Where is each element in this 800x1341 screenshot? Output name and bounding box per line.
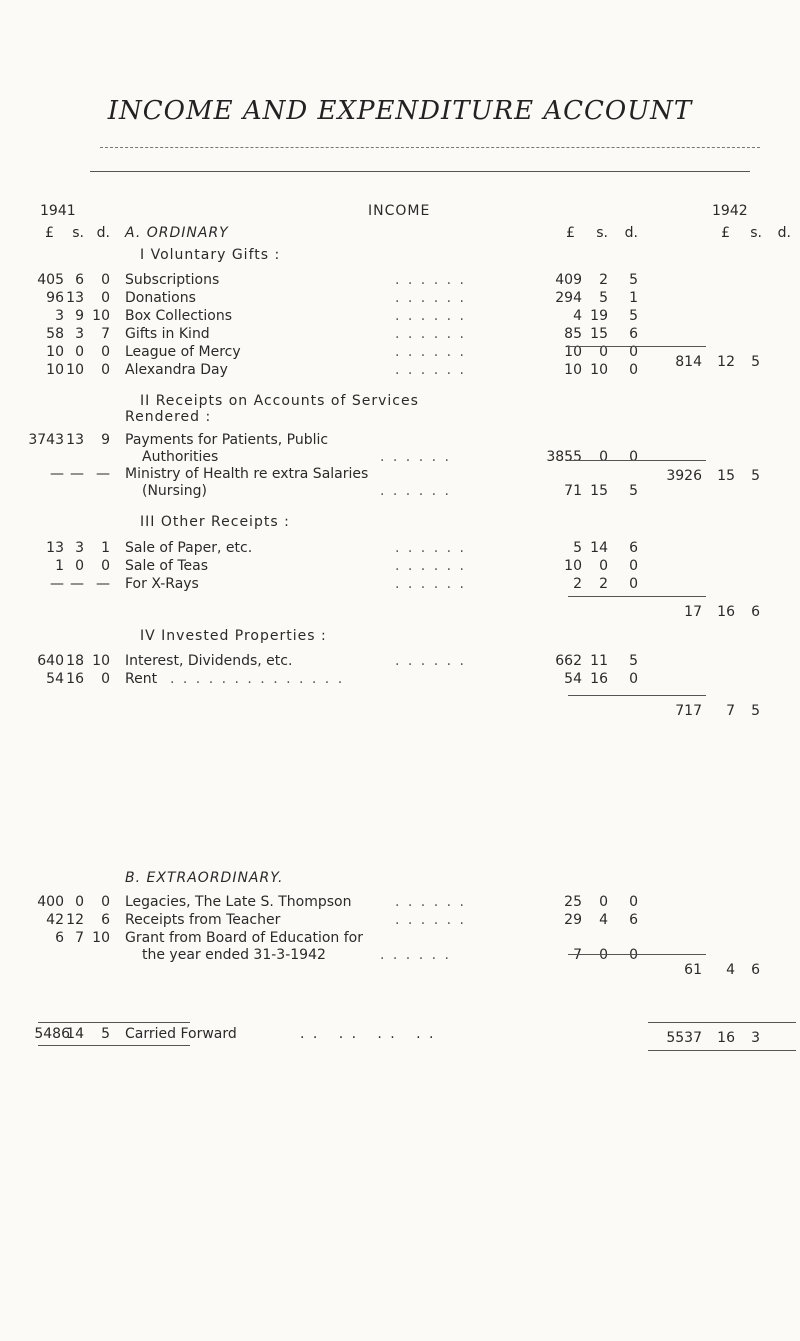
prev-pence: 9 <box>101 432 110 448</box>
prev-pence: — <box>96 576 110 592</box>
leader-dots: . . . . . . <box>395 576 466 592</box>
prev-shillings: 13 <box>66 432 84 448</box>
prev-pence: 0 <box>101 290 110 306</box>
lsd-mid-pence: d. <box>624 225 638 241</box>
prev-pounds: 13 <box>46 540 64 556</box>
cur-shillings: 0 <box>599 947 608 963</box>
leader-dots: . . . . . . . . . . . . . . <box>170 671 345 687</box>
footer-cur-shillings: 16 <box>717 1030 735 1046</box>
leader-dots: . . . . . . <box>395 308 466 324</box>
cur-pounds: 54 <box>564 671 582 687</box>
prev-pounds: 1 <box>55 558 64 574</box>
cur-pounds: 5 <box>573 540 582 556</box>
cur-shillings: 0 <box>599 449 608 465</box>
prev-shillings: 3 <box>75 326 84 342</box>
leader-dots: . . . . . . <box>395 653 466 669</box>
row-label-cont: the year ended 31-3-1942 <box>142 947 326 963</box>
prev-pence: 0 <box>101 558 110 574</box>
section-a-heading: A. ORDINARY <box>125 225 229 241</box>
prev-pounds: 96 <box>46 290 64 306</box>
cur-pounds: 25 <box>564 894 582 910</box>
cur-shillings: 0 <box>599 558 608 574</box>
lsd-right-shillings: s. <box>750 225 762 241</box>
row-label: Ministry of Health re extra Salaries <box>125 466 369 482</box>
prev-shillings: 0 <box>75 894 84 910</box>
year-1941: 1941 <box>40 203 76 219</box>
prev-shillings: 16 <box>66 671 84 687</box>
cur-pence: 1 <box>629 290 638 306</box>
cur-pence: 5 <box>629 308 638 324</box>
row-label: Gifts in Kind <box>125 326 210 342</box>
cur-shillings: 11 <box>590 653 608 669</box>
prev-pounds: 640 <box>37 653 64 669</box>
lsd-right-pounds: £ <box>721 225 730 241</box>
cur-pounds: 7 <box>573 947 582 963</box>
prev-pence: — <box>96 466 110 482</box>
cur-pence: 6 <box>629 540 638 556</box>
cur-shillings: 0 <box>599 894 608 910</box>
cur-pence: 0 <box>629 947 638 963</box>
prev-shillings: 6 <box>75 272 84 288</box>
cur-pounds: 71 <box>564 483 582 499</box>
prev-shillings: 13 <box>66 290 84 306</box>
subtotal-rule <box>568 596 706 597</box>
lsd-left-pence: d. <box>96 225 110 241</box>
leader-dots: . . . . . . <box>395 558 466 574</box>
total-pence: 5 <box>751 468 760 484</box>
carried-forward-dots: . . . . . . . . <box>300 1026 436 1042</box>
cur-pence: 6 <box>629 912 638 928</box>
lsd-mid-shillings: s. <box>596 225 608 241</box>
prev-pence: 0 <box>101 362 110 378</box>
total-pounds: 17 <box>684 604 702 620</box>
cur-pence: 5 <box>629 653 638 669</box>
cur-pence: 5 <box>629 272 638 288</box>
year-1942: 1942 <box>712 203 748 219</box>
cur-pence: 0 <box>629 344 638 360</box>
cur-pounds: 10 <box>564 362 582 378</box>
prev-pence: 0 <box>101 344 110 360</box>
leader-dots: . . . . . . <box>395 344 466 360</box>
row-label: Legacies, The Late S. Thompson <box>125 894 352 910</box>
prev-pounds: 405 <box>37 272 64 288</box>
total-pence: 5 <box>751 703 760 719</box>
prev-shillings: 0 <box>75 344 84 360</box>
carried-forward-label: Carried Forward <box>125 1026 237 1042</box>
cur-pounds: 662 <box>555 653 582 669</box>
row-label-cont: Authorities <box>142 449 219 465</box>
total-shillings: 7 <box>726 703 735 719</box>
row-label: Alexandra Day <box>125 362 228 378</box>
cur-pounds: 10 <box>564 344 582 360</box>
prev-pence: 6 <box>101 912 110 928</box>
total-shillings: 16 <box>717 604 735 620</box>
group-heading-cont: Rendered : <box>125 409 212 425</box>
cur-pounds: 85 <box>564 326 582 342</box>
leader-dots: . . . . . . <box>395 272 466 288</box>
leader-dots: . . . . . . <box>380 483 451 499</box>
leader-dots: . . . . . . <box>395 540 466 556</box>
cur-pounds: 294 <box>555 290 582 306</box>
cur-pounds: 2 <box>573 576 582 592</box>
prev-pounds: 400 <box>37 894 64 910</box>
leader-dots: . . . . . . <box>380 449 451 465</box>
prev-pounds: 6 <box>55 930 64 946</box>
leader-dots: . . . . . . <box>395 326 466 342</box>
prev-pounds: — <box>50 576 64 592</box>
footer-prev-pounds: 5486 <box>34 1026 70 1042</box>
prev-shillings: 3 <box>75 540 84 556</box>
cur-pounds: 409 <box>555 272 582 288</box>
group-heading: III Other Receipts : <box>140 514 290 530</box>
lsd-right-pence: d. <box>777 225 791 241</box>
total-pounds: 814 <box>675 354 702 370</box>
prev-pence: 1 <box>101 540 110 556</box>
prev-pounds: 3 <box>55 308 64 324</box>
prev-shillings: 0 <box>75 558 84 574</box>
cur-pounds: 29 <box>564 912 582 928</box>
page-title: INCOME AND EXPENDITURE ACCOUNT <box>107 96 693 126</box>
row-label: Rent <box>125 671 158 687</box>
prev-pence: 0 <box>101 272 110 288</box>
footer-prev-shillings: 14 <box>66 1026 84 1042</box>
prev-pence: 10 <box>92 930 110 946</box>
row-label: Donations <box>125 290 196 306</box>
prev-pence: 0 <box>101 894 110 910</box>
subtotal-rule <box>568 695 706 696</box>
prev-shillings: 18 <box>66 653 84 669</box>
row-label: Payments for Patients, Public <box>125 432 329 448</box>
footer-rule-bottom-right <box>648 1050 796 1051</box>
prev-pence: 7 <box>101 326 110 342</box>
prev-pounds: 58 <box>46 326 64 342</box>
row-label-cont: (Nursing) <box>142 483 207 499</box>
total-shillings: 4 <box>726 962 735 978</box>
prev-pounds: — <box>50 466 64 482</box>
row-label: Sale of Teas <box>125 558 209 574</box>
footer-rule-left <box>38 1022 190 1023</box>
total-pounds: 3926 <box>666 468 702 484</box>
title-rule <box>90 171 750 172</box>
prev-pounds: 10 <box>46 362 64 378</box>
cur-pence: 0 <box>629 558 638 574</box>
footer-rule-bottom-left <box>38 1045 190 1046</box>
total-pence: 6 <box>751 962 760 978</box>
prev-shillings: — <box>70 576 84 592</box>
row-label: Box Collections <box>125 308 233 324</box>
cur-shillings: 15 <box>590 326 608 342</box>
subtotal-rule <box>568 954 706 955</box>
row-label: Grant from Board of Education for <box>125 930 363 946</box>
cur-shillings: 0 <box>599 344 608 360</box>
row-label: Sale of Paper, etc. <box>125 540 253 556</box>
row-label: Interest, Dividends, etc. <box>125 653 293 669</box>
leader-dots: . . . . . . <box>395 290 466 306</box>
footer-prev-pence: 5 <box>101 1026 110 1042</box>
cur-shillings: 4 <box>599 912 608 928</box>
total-pounds: 61 <box>684 962 702 978</box>
cur-shillings: 15 <box>590 483 608 499</box>
income-heading: INCOME <box>368 203 431 219</box>
total-pounds: 717 <box>675 703 702 719</box>
cur-pence: 0 <box>629 449 638 465</box>
prev-pounds: 3743 <box>28 432 64 448</box>
section-b-heading: B. EXTRAORDINARY. <box>125 870 284 886</box>
cur-pence: 6 <box>629 326 638 342</box>
title-underline <box>100 147 760 148</box>
row-label: For X-Rays <box>125 576 199 592</box>
prev-pence: 10 <box>92 308 110 324</box>
cur-shillings: 14 <box>590 540 608 556</box>
cur-pounds: 4 <box>573 308 582 324</box>
subtotal-rule <box>568 460 706 461</box>
cur-shillings: 5 <box>599 290 608 306</box>
group-heading: IV Invested Properties : <box>140 628 327 644</box>
leader-dots: . . . . . . <box>395 912 466 928</box>
cur-shillings: 2 <box>599 576 608 592</box>
prev-shillings: — <box>70 466 84 482</box>
subtotal-rule <box>568 346 706 347</box>
prev-pence: 0 <box>101 671 110 687</box>
cur-shillings: 19 <box>590 308 608 324</box>
footer-cur-pounds: 5537 <box>666 1030 702 1046</box>
group-heading: I Voluntary Gifts : <box>140 247 281 263</box>
leader-dots: . . . . . . <box>395 894 466 910</box>
group-heading: II Receipts on Accounts of Services <box>140 393 419 409</box>
cur-shillings: 2 <box>599 272 608 288</box>
leader-dots: . . . . . . <box>380 947 451 963</box>
cur-shillings: 10 <box>590 362 608 378</box>
total-pence: 6 <box>751 604 760 620</box>
prev-pounds: 42 <box>46 912 64 928</box>
prev-shillings: 7 <box>75 930 84 946</box>
cur-pounds: 3855 <box>546 449 582 465</box>
row-label: League of Mercy <box>125 344 241 360</box>
leader-dots: . . . . . . <box>395 362 466 378</box>
footer-cur-pence: 3 <box>751 1030 760 1046</box>
prev-shillings: 10 <box>66 362 84 378</box>
total-shillings: 15 <box>717 468 735 484</box>
prev-shillings: 12 <box>66 912 84 928</box>
cur-pence: 0 <box>629 576 638 592</box>
total-pence: 5 <box>751 354 760 370</box>
cur-pence: 0 <box>629 362 638 378</box>
cur-shillings: 16 <box>590 671 608 687</box>
prev-pounds: 10 <box>46 344 64 360</box>
lsd-left-pounds: £ <box>45 225 54 241</box>
cur-pounds: 10 <box>564 558 582 574</box>
row-label: Receipts from Teacher <box>125 912 281 928</box>
prev-pence: 10 <box>92 653 110 669</box>
cur-pence: 5 <box>629 483 638 499</box>
footer-rule-right <box>648 1022 796 1023</box>
prev-shillings: 9 <box>75 308 84 324</box>
row-label: Subscriptions <box>125 272 220 288</box>
lsd-mid-pounds: £ <box>566 225 575 241</box>
cur-pence: 0 <box>629 894 638 910</box>
lsd-left-shillings: s. <box>72 225 84 241</box>
total-shillings: 12 <box>717 354 735 370</box>
prev-pounds: 54 <box>46 671 64 687</box>
cur-pence: 0 <box>629 671 638 687</box>
